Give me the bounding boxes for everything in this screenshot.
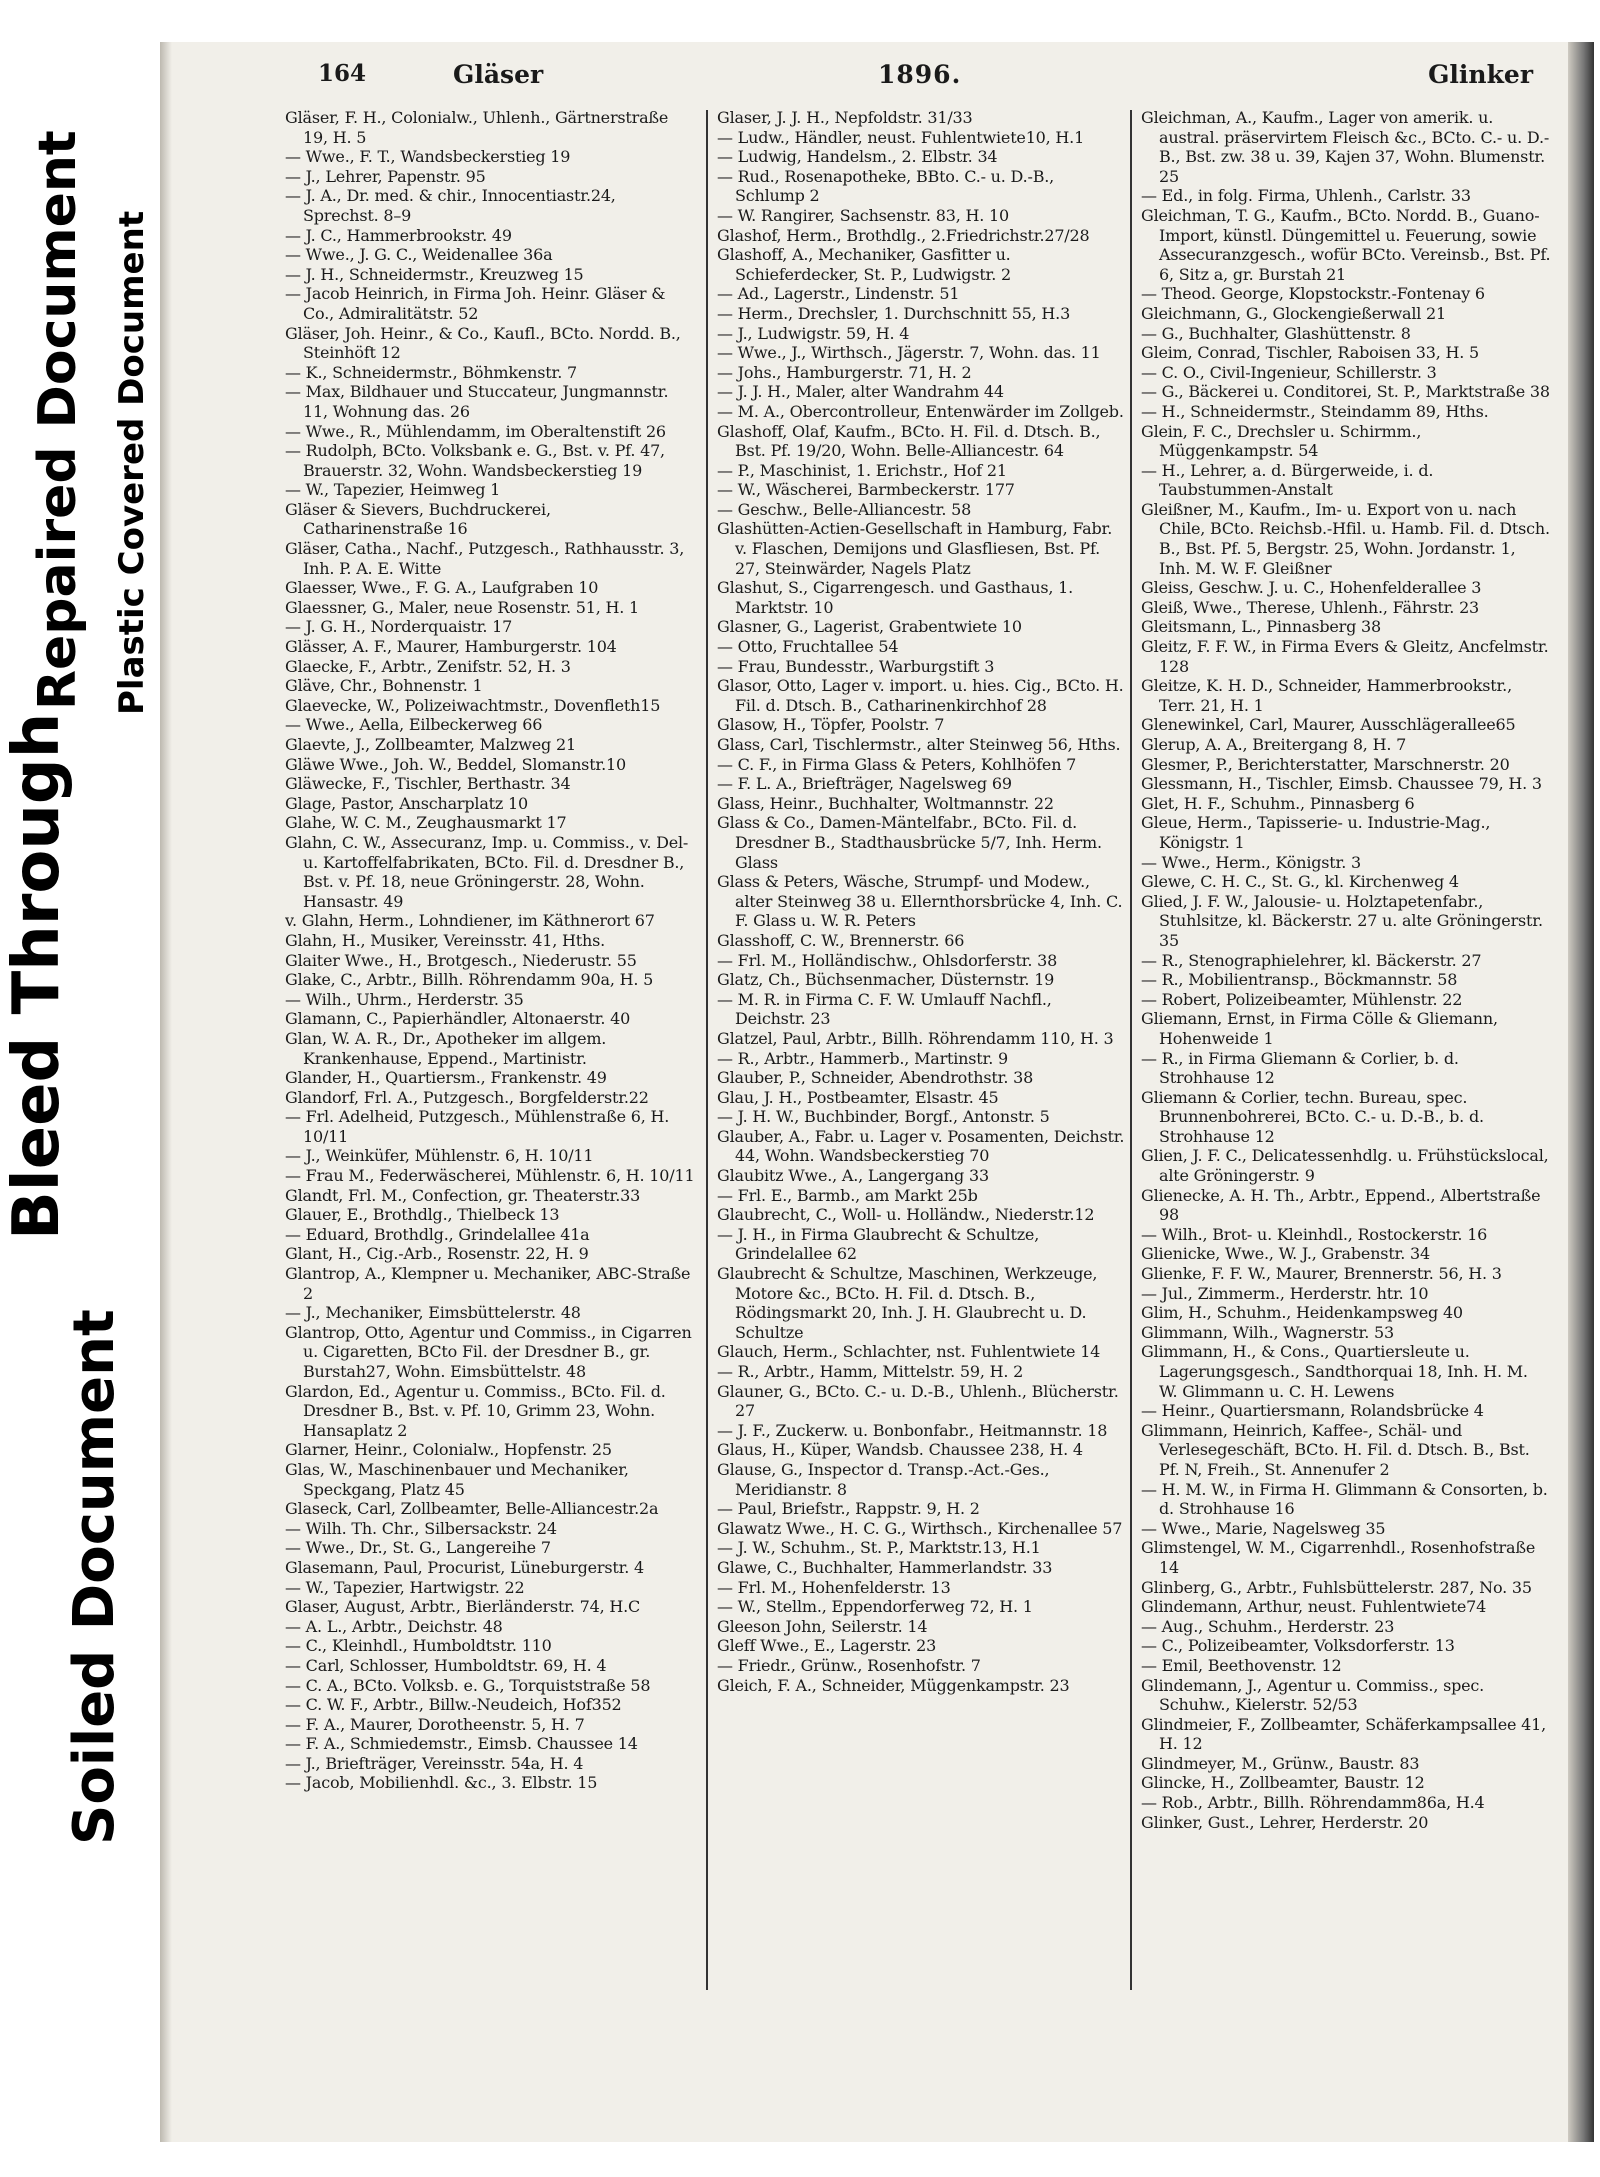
directory-entry: — Carl, Schlosser, Humboldtstr. 69, H. 4 (285, 1655, 607, 1675)
directory-entry: Glindmeier, F., Zollbeamter, Schäferkampsallee 41, H. 12 (1141, 1714, 1546, 1754)
directory-entry: Glasow, H., Töpfer, Poolstr. 7 (717, 715, 945, 735)
directory-entry: — Wwe., Herm., Königstr. 3 (1141, 852, 1361, 872)
directory-entry: Gliemann, Ernst, in Firma Cölle & Gliemann, Hohenweide 1 (1141, 1009, 1498, 1048)
directory-entry: — G., Bäckerei u. Conditorei, St. P., Marktstraße 38 (1141, 382, 1550, 402)
directory-entry: — M. R. in Firma C. F. W. Umlauff Nachfl., Deichstr. 23 (717, 989, 1052, 1029)
directory-entry: Gleeson John, Seilerstr. 14 (717, 1616, 928, 1636)
directory-entry: — R., Arbtr., Hammerb., Martinstr. 9 (717, 1048, 1008, 1068)
directory-entry: — Wilh., Uhrm., Herderstr. 35 (285, 989, 524, 1009)
directory-entry: — Ed., in folg. Firma, Uhlenh., Carlstr. 33 (1141, 186, 1471, 206)
directory-entry: — J. H., Schneidermstr., Kreuzweg 15 (285, 264, 584, 284)
directory-entry: Glaevte, J., Zollbeamter, Malzweg 21 (285, 735, 576, 754)
header-right-word: Glinker (1428, 60, 1533, 89)
directory-entry: — C. A., BCto. Volksb. e. G., Torquiststraße 58 (285, 1675, 651, 1695)
directory-entry: — Frau M., Federwäscherei, Mühlenstr. 6, H. 10/11 (285, 1166, 695, 1186)
directory-entry: — J. W., Schuhm., St. P., Marktstr.13, H.1 (717, 1538, 1041, 1558)
directory-entry: — Wwe., J. G. C., Weidenallee 36a (285, 245, 553, 265)
directory-entry: Gleim, Conrad, Tischler, Raboisen 33, H. 5 (1141, 343, 1479, 363)
directory-entry: Gleitz, F. F. W., in Firma Evers & Gleitz, Ancfelmstr. 128 (1141, 637, 1549, 676)
directory-entry: Glim, H., Schuhm., Heidenkampsweg 40 (1141, 1303, 1463, 1323)
directory-entry: Glindemann, J., Agentur u. Commiss., spec. Schuhw., Kielerstr. 52/53 (1141, 1675, 1485, 1715)
directory-entry: Gleichman, A., Kaufm., Lager von amerik. u. austral. präservirtem Fleisch &c., BCto. C.- u. D.-B., Bst. zw. 38 u. 39, Kajen 37, Wohn. Blumenstr. 25 (1141, 108, 1550, 186)
directory-entry: — C., Kleinhdl., Humboldtstr. 110 (285, 1636, 552, 1656)
directory-entry: — C. F., in Firma Glass & Peters, Kohlhöfen 7 (717, 754, 1077, 774)
directory-entry: — W., Stellm., Eppendorferweg 72, H. 1 (717, 1597, 1033, 1617)
directory-entry: — Jacob Heinrich, in Firma Joh. Heinr. Gläser & Co., Admiralitätstr. 52 (285, 284, 666, 323)
directory-entry: — Wwe., Marie, Nagelsweg 35 (1141, 1518, 1386, 1538)
directory-entry: Glardon, Ed., Agentur u. Commiss., BCto. Fil. d. Dresdner B., Bst. v. Pf. 10, Grimm 23, Wohn. Hansaplatz 2 (285, 1381, 666, 1440)
directory-entry: Glaubitz Wwe., A., Langergang 33 (717, 1166, 989, 1186)
directory-entry: Glahe, W. C. M., Zeughausmarkt 17 (285, 813, 567, 833)
column-2 (717, 108, 1127, 1988)
directory-entry: Gläve, Chr., Bohnenstr. 1 (285, 676, 483, 696)
header-left-word: Gläser (453, 60, 544, 89)
directory-entry: — Otto, Fruchtallee 54 (717, 637, 899, 657)
directory-entry: Glass & Co., Damen-Mäntelfabr., BCto. Fil. d. Dresdner B., Stadthausbrücke 5/7, Inh. Herm. Glass (717, 813, 1102, 872)
directory-entry: — A. L., Arbtr., Deichstr. 48 (285, 1616, 503, 1636)
directory-entry: — R., in Firma Gliemann & Corlier, b. d. Strohhause 12 (1141, 1048, 1459, 1088)
directory-entry: — W., Wäscherei, Barmbeckerstr. 177 (717, 480, 1015, 500)
directory-entry: Glesmer, P., Berichterstatter, Marschnerstr. 20 (1141, 754, 1510, 774)
directory-entry: — M. A., Obercontrolleur, Entenwärder im Zollgeb. (717, 401, 1124, 421)
directory-entry: Glenewinkel, Carl, Maurer, Ausschlägerallee65 (1141, 715, 1516, 735)
directory-entry: Glant, H., Cig.-Arb., Rosenstr. 22, H. 9 (285, 1244, 589, 1264)
directory-entry: — C. W. F., Arbtr., Billw.-Neudeich, Hof352 (285, 1695, 622, 1715)
directory-entry: Gleue, Herm., Tapisserie- u. Industrie-Mag., Königstr. 1 (1141, 813, 1491, 852)
directory-entry: — Frau, Bundesstr., Warburgstift 3 (717, 656, 995, 676)
directory-entry: Glatzel, Paul, Arbtr., Billh. Röhrendamm 110, H. 3 (717, 1028, 1114, 1048)
directory-entry: Glet, H. F., Schuhm., Pinnasberg 6 (1141, 793, 1415, 813)
directory-entry: — Theod. George, Klopstockstr.-Fontenay 6 (1141, 284, 1485, 304)
directory-entry: Glindmeyer, M., Grünw., Baustr. 83 (1141, 1753, 1420, 1773)
directory-entry: — W. Rangirer, Sachsenstr. 83, H. 10 (717, 205, 1009, 225)
directory-entry: Glause, G., Inspector d. Transp.-Act.-Ges., Meridianstr. 8 (717, 1459, 1050, 1499)
page-edge (1568, 42, 1594, 2142)
directory-entry: — C. O., Civil-Ingenieur, Schillerstr. 3 (1141, 362, 1437, 382)
directory-entry: — Rud., Rosenapotheke, BBto. C.- u. D.-B., Schlump 2 (717, 166, 1055, 206)
directory-entry: Glienecke, A. H. Th., Arbtr., Eppend., Albertstraße 98 (1141, 1185, 1541, 1225)
directory-entry: — J. J. H., Maler, alter Wandrahm 44 (717, 382, 1004, 402)
directory-entry: — Geschw., Belle-Alliancestr. 58 (717, 499, 972, 519)
directory-entry: — Wwe., Dr., St. G., Langereihe 7 (285, 1538, 551, 1558)
directory-entry: — Max, Bildhauer und Stuccateur, Jungmannstr. 11, Wohnung das. 26 (285, 382, 669, 421)
directory-entry: Glas, W., Maschinenbauer und Mechaniker, Speckgang, Platz 45 (285, 1459, 629, 1499)
directory-entry: Glimmann, H., & Cons., Quartiersleute u. Lagerungsgesch., Sandthorquai 18, Inh. H. M. W. Glimmann u. C. H. Lewens (1141, 1342, 1528, 1401)
directory-entry: Glahn, C. W., Assecuranz, Imp. u. Commiss., v. Del- u. Kartoffelfabrikaten, BCto. Fil. d. Dresdner B., Bst. v. Pf. 18, neue Gröningerstr. 28, Wohn. Hansastr. 49 (285, 832, 689, 911)
directory-entry: — Wilh. Th. Chr., Silbersackstr. 24 (285, 1518, 557, 1538)
soiled-document-label: Soiled Document (62, 1309, 127, 1845)
directory-entry: — H., Schneidermstr., Steindamm 89, Hths. (1141, 401, 1489, 421)
page-shadow (160, 42, 172, 2142)
directory-entry: Glander, H., Quartiersm., Frankenstr. 49 (285, 1068, 607, 1088)
directory-entry: Glied, J. F. W., Jalousie- u. Holztapetenfabr., Stuhlsitze, kl. Bäckerstr. 27 u. alte Gröningerstr. 35 (1141, 891, 1543, 950)
directory-entry: Glasor, Otto, Lager v. import. u. hies. Cig., BCto. H. Fil. d. Dtsch. B., Catharinenkirchhof 28 (717, 676, 1124, 715)
directory-entry: Glauber, P., Schneider, Abendrothstr. 38 (717, 1068, 1034, 1088)
directory-entry: — Frl. M., Holländischw., Ohlsdorferstr. 38 (717, 950, 1058, 970)
directory-entry: Gleichmann, G., Glockengießerwall 21 (1141, 303, 1447, 323)
directory-entry: Glauber, A., Fabr. u. Lager v. Posamenten, Deichstr. 44, Wohn. Wandsbeckerstieg 70 (717, 1126, 1125, 1166)
directory-entry: — Frl. M., Hohenfelderstr. 13 (717, 1577, 951, 1597)
directory-entry: Glaesser, Wwe., F. G. A., Laufgraben 10 (285, 578, 599, 598)
directory-entry: Glasner, G., Lagerist, Grabentwiete 10 (717, 617, 1022, 637)
directory-entry: — F. A., Maurer, Dorotheenstr. 5, H. 7 (285, 1714, 585, 1734)
directory-entry: Gläser & Sievers, Buchdruckerei, Catharinenstraße 16 (285, 499, 551, 539)
directory-entry: Glantrop, Otto, Agentur und Commiss., in Cigarren u. Cigaretten, BCto Fil. der Dresdner B., gr. Burstah27, Wohn. Eimsbüttelstr. 48 (285, 1322, 692, 1381)
directory-entry: — Robert, Polizeibeamter, Mühlenstr. 22 (1141, 989, 1463, 1009)
directory-entry: — Wwe., R., Mühlendamm, im Oberaltenstift 26 (285, 421, 666, 441)
directory-entry: — J., Ludwigstr. 59, H. 4 (717, 323, 910, 343)
directory-entry: Glinker, Gust., Lehrer, Herderstr. 20 (1141, 1812, 1429, 1832)
directory-entry: Glage, Pastor, Anscharplatz 10 (285, 793, 528, 813)
directory-entry: Glahn, H., Musiker, Vereinsstr. 41, Hths. (285, 930, 605, 950)
directory-entry: Gleiss, Geschw. J. u. C., Hohenfelderallee 3 (1141, 578, 1482, 598)
directory-entry: Glarner, Heinr., Colonialw., Hopfenstr. 25 (285, 1440, 612, 1460)
directory-entry: Glaessner, G., Maler, neue Rosenstr. 51, H. 1 (285, 597, 640, 617)
directory-entry: Glaiter Wwe., H., Brotgesch., Niederustr. 55 (285, 950, 637, 970)
directory-entry: Glaseck, Carl, Zollbeamter, Belle-Alliancestr.2a (285, 1499, 659, 1519)
column-3 (1141, 108, 1551, 1988)
directory-entry: Gläwecke, F., Tischler, Berthastr. 34 (285, 774, 571, 794)
directory-entry: Glauner, G., BCto. C.- u. D.-B., Uhlenh., Blücherstr. 27 (717, 1381, 1119, 1421)
directory-entry: — K., Schneidermstr., Böhmkenstr. 7 (285, 362, 577, 382)
directory-entry: Glaecke, F., Arbtr., Zenifstr. 52, H. 3 (285, 656, 571, 676)
directory-entry: — Ludw., Händler, neust. Fuhlentwiete10, H.1 (717, 127, 1085, 147)
directory-entry: — Rob., Arbtr., Billh. Röhrendamm86a, H.4 (1141, 1793, 1485, 1813)
directory-entry: Glass, Heinr., Buchhalter, Woltmannstr. 22 (717, 793, 1054, 813)
directory-entry: — J. G. H., Norderquaistr. 17 (285, 617, 513, 637)
directory-entry: Glaubrecht & Schultze, Maschinen, Werkzeuge, Motore &c., BCto. H. Fil. d. Dtsch. B., Rödingsmarkt 20, Inh. J. H. Glaubrecht u. D. Schultze (717, 1264, 1098, 1342)
directory-entry: — R., Stenographielehrer, kl. Bäckerstr. 27 (1141, 950, 1482, 970)
column-rule (706, 110, 708, 1990)
directory-entry: Glessmann, H., Tischler, Eimsb. Chaussee 79, H. 3 (1141, 774, 1542, 794)
directory-entry: Glienicke, Wwe., W. J., Grabenstr. 34 (1141, 1244, 1430, 1264)
directory-entry: Glashoff, A., Mechaniker, Gasfitter u. Schieferdecker, St. P., Ludwigstr. 2 (717, 245, 1012, 284)
directory-entry: Gläser, Catha., Nachf., Putzgesch., Rathhausstr. 3, Inh. P. A. E. Witte (285, 539, 685, 578)
directory-entry: Gleitsmann, L., Pinnasberg 38 (1141, 617, 1381, 637)
directory-entry: — H., Lehrer, a. d. Bürgerweide, i. d. Taubstummen-Anstalt (1141, 460, 1434, 500)
directory-entry: Glimmann, Heinrich, Kaffee-, Schäl- und Verlesegeschäft, BCto. H. Fil. d. Dtsch. B., Bst. Pf. N, Freih., St. Annenufer 2 (1141, 1420, 1530, 1479)
bleed-through-label: Bleed Through (0, 712, 74, 1240)
directory-entry: Gläser, F. H., Colonialw., Uhlenh., Gärtnerstraße 19, H. 5 (285, 108, 669, 147)
directory-entry: Gleichman, T. G., Kaufm., BCto. Nordd. B., Guano-Import, künstl. Düngemittel u. Feuerung, sowie Assecuranzgesch., wofür BCto. Vereinsb., Bst. Pf. 6, Sitz a, gr. Burstah 21 (1141, 205, 1551, 284)
directory-entry: — Paul, Briefstr., Rappstr. 9, H. 2 (717, 1499, 980, 1519)
directory-entry: — F. A., Schmiedemstr., Eimsb. Chaussee 14 (285, 1734, 638, 1754)
directory-entry: — Ad., Lagerstr., Lindenstr. 51 (717, 284, 960, 304)
directory-entry: — J., Mechaniker, Eimsbüttelerstr. 48 (285, 1303, 581, 1323)
directory-entry: — Herm., Drechsler, 1. Durchschnitt 55, H.3 (717, 303, 1071, 323)
directory-entry: — J., Lehrer, Papenstr. 95 (285, 166, 486, 186)
directory-entry: — Wwe., F. T., Wandsbeckerstieg 19 (285, 147, 571, 167)
directory-entry: Glandt, Frl. M., Confection, gr. Theaterstr.33 (285, 1185, 641, 1205)
directory-entry: — R., Arbtr., Hamm, Mittelstr. 59, H. 2 (717, 1362, 1024, 1381)
directory-entry: — P., Maschinist, 1. Erichstr., Hof 21 (717, 460, 1007, 480)
plastic-covered-label: Plastic Covered Document (112, 210, 152, 715)
directory-entry: Glauch, Herm., Schlachter, nst. Fuhlentwiete 14 (717, 1342, 1101, 1362)
directory-entry: Glincke, H., Zollbeamter, Baustr. 12 (1141, 1773, 1425, 1793)
directory-entry: Gleitze, K. H. D., Schneider, Hammerbrookstr., Terr. 21, H. 1 (1141, 676, 1512, 715)
directory-entry: Glien, J. F. C., Delicatessenhdlg. u. Frühstückslocal, alte Gröningerstr. 9 (1141, 1146, 1549, 1186)
directory-entry: Glimstengel, W. M., Cigarrenhdl., Rosenhofstraße 14 (1141, 1538, 1536, 1577)
directory-entry: Glatz, Ch., Büchsenmacher, Düsternstr. 19 (717, 970, 1055, 990)
directory-entry: Glaevecke, W., Polizeiwachtmstr., Dovenfleth15 (285, 695, 661, 715)
directory-entry: v. Glahn, Herm., Lohndiener, im Käthnerort 67 (285, 911, 655, 931)
directory-entry: Glerup, A. A., Breitergang 8, H. 7 (1141, 735, 1407, 754)
header-year: 1896. (878, 60, 962, 89)
directory-entry: Glake, C., Arbtr., Billh. Röhrendamm 90a, H. 5 (285, 970, 654, 990)
directory-entry: — Aug., Schuhm., Herderstr. 23 (1141, 1616, 1395, 1636)
directory-entry: Glashut, S., Cigarrengesch. und Gasthaus, 1. Marktstr. 10 (717, 578, 1073, 617)
directory-entry: Glawe, C., Buchhalter, Hammerlandstr. 33 (717, 1557, 1053, 1577)
directory-entry: — J., Briefträger, Vereinsstr. 54a, H. 4 (285, 1753, 584, 1773)
directory-entry: — W., Tapezier, Heimweg 1 (285, 480, 501, 500)
directory-entry: Glaus, H., Küper, Wandsb. Chaussee 238, H. 4 (717, 1440, 1083, 1460)
directory-entry: Glasshoff, C. W., Brennerstr. 66 (717, 930, 965, 950)
directory-entry: — J. A., Dr. med. & chir., Innocentiastr.24, Sprechst. 8–9 (285, 186, 616, 225)
directory-entry: Glindemann, Arthur, neust. Fuhlentwiete74 (1141, 1597, 1487, 1617)
directory-entry: Glashütten-Actien-Gesellschaft in Hamburg, Fabr. v. Flaschen, Demijons und Glasfliesen, Bst. Pf. 27, Steinwärder, Nagels Platz (717, 519, 1113, 578)
directory-entry: Glauer, E., Brothdlg., Thielbeck 13 (285, 1205, 560, 1225)
directory-entry: — Frl. Adelheid, Putzgesch., Mühlenstraße 6, H. 10/11 (285, 1107, 670, 1146)
directory-entry: Gläser, Joh. Heinr., & Co., Kaufl., BCto. Nordd. B., Steinhöft 12 (285, 323, 681, 363)
page-header (318, 60, 1533, 100)
directory-entry: — Jacob, Mobilienhdl. &c., 3. Elbstr. 15 (285, 1773, 598, 1793)
directory-entry: — J. C., Hammerbrookstr. 49 (285, 225, 512, 245)
directory-entry: Glamann, C., Papierhändler, Altonaerstr. 40 (285, 1009, 631, 1029)
directory-entry: — Ludwig, Handelsm., 2. Elbstr. 34 (717, 147, 998, 167)
directory-entry: Glewe, C. H. C., St. G., kl. Kirchenweg 4 (1141, 872, 1459, 892)
directory-entry: Glawatz Wwe., H. C. G., Wirthsch., Kirchenallee 57 (717, 1518, 1123, 1538)
directory-entry: Glandorf, Frl. A., Putzgesch., Borgfelderstr.22 (285, 1087, 649, 1107)
directory-entry: — Johs., Hamburgerstr. 71, H. 2 (717, 362, 972, 382)
directory-entry: — Eduard, Brothdlg., Grindelallee 41a (285, 1224, 590, 1244)
directory-entry: — Wwe., J., Wirthsch., Jägerstr. 7, Wohn. das. 11 (717, 343, 1101, 363)
directory-entry: — R., Mobilientransp., Böckmannstr. 58 (1141, 970, 1458, 990)
directory-entry: — Emil, Beethovenstr. 12 (1141, 1655, 1342, 1675)
directory-entry: Glässer, A. F., Maurer, Hamburgerstr. 104 (285, 637, 617, 657)
directory-entry: — J. H., in Firma Glaubrecht & Schultze, Grindelallee 62 (717, 1224, 1040, 1264)
directory-entry: Glass, Carl, Tischlermstr., alter Steinweg 56, Hths. (717, 735, 1121, 754)
directory-entry: Glau, J. H., Postbeamter, Elsastr. 45 (717, 1087, 999, 1107)
directory-entry: Glashoff, Olaf, Kaufm., BCto. H. Fil. d. Dtsch. B., Bst. Pf. 19/20, Wohn. Belle-Alliancestr. 64 (717, 421, 1101, 461)
directory-entry: Glaser, August, Arbtr., Bierländerstr. 74, H.C (285, 1597, 641, 1617)
column-rule (1130, 110, 1132, 1990)
directory-entry: Gleich, F. A., Schneider, Müggenkampstr. 23 (717, 1675, 1070, 1695)
directory-entry: — J., Weinküfer, Mühlenstr. 6, H. 10/11 (285, 1146, 594, 1166)
repaired-document-label: Repaired Document (28, 130, 88, 710)
page-number: 164 (318, 60, 367, 87)
directory-entry: — H. M. W., in Firma H. Glimmann & Consorten, b. d. Strohhause 16 (1141, 1479, 1548, 1519)
directory-entry: — Wwe., Aella, Eilbeckerweg 66 (285, 715, 543, 735)
directory-entry: Glan, W. A. R., Dr., Apotheker im allgem. Krankenhause, Eppend., Martinistr. (285, 1028, 607, 1068)
column-1 (285, 108, 695, 1988)
directory-entry: Glaubrecht, C., Woll- u. Holländw., Niederstr.12 (717, 1205, 1095, 1225)
directory-entry: Glaser, J. J. H., Nepfoldstr. 31/33 (717, 108, 973, 127)
directory-entry: Glimmann, Wilh., Wagnerstr. 53 (1141, 1322, 1394, 1342)
directory-entry: Gleff Wwe., E., Lagerstr. 23 (717, 1636, 937, 1656)
directory-entry: Gleißner, M., Kaufm., Im- u. Export von u. nach Chile, BCto. Reichsb.-Hfil. u. Hamb. Fil. d. Dtsch. B., Bst. Pf. 5, Bergstr. 25, Wohn. Jordanstr. 1, Inh. M. W. F. Gleißner (1141, 499, 1550, 578)
directory-entry: Glashof, Herm., Brothdlg., 2.Friedrichstr.27/28 (717, 225, 1090, 245)
directory-entry: — F. L. A., Briefträger, Nagelsweg 69 (717, 774, 1012, 794)
directory-entry: Glass & Peters, Wäsche, Strumpf- und Modew., alter Steinweg 38 u. Ellernthorsbrücke 4, Inh. C. F. Glass u. W. R. Peters (717, 872, 1123, 931)
directory-entry: — Jul., Zimmerm., Herderstr. htr. 10 (1141, 1283, 1429, 1303)
directory-entry: — Heinr., Quartiersmann, Rolandsbrücke 4 (1141, 1401, 1484, 1421)
directory-entry: — J. H. W., Buchbinder, Borgf., Antonstr. 5 (717, 1107, 1050, 1127)
directory-entry: — Friedr., Grünw., Rosenhofstr. 7 (717, 1655, 981, 1675)
directory-entry: — Frl. E., Barmb., am Markt 25b (717, 1185, 978, 1205)
directory-entry: — G., Buchhalter, Glashüttenstr. 8 (1141, 323, 1411, 343)
directory-entry: Gleiß, Wwe., Therese, Uhlenh., Fährstr. 23 (1141, 597, 1480, 617)
directory-entry: — C., Polizeibeamter, Volksdorferstr. 13 (1141, 1636, 1455, 1656)
directory-entry: Glinberg, G., Arbtr., Fuhlsbüttelerstr. 287, No. 35 (1141, 1577, 1532, 1597)
directory-entry: Glienke, F. F. W., Maurer, Brennerstr. 56, H. 3 (1141, 1264, 1502, 1284)
directory-entry: Glantrop, A., Klempner u. Mechaniker, ABC-Straße 2 (285, 1264, 691, 1303)
directory-entry: — Wilh., Brot- u. Kleinhdl., Rostockerstr. 16 (1141, 1224, 1488, 1244)
directory-entry: — W., Tapezier, Hartwigstr. 22 (285, 1577, 525, 1597)
directory-entry: Gliemann & Corlier, techn. Bureau, spec. Brunnenbohrerei, BCto. C.- u. D.-B., b. d. Strohhause 12 (1141, 1087, 1484, 1146)
directory-entry: Gläwe Wwe., Joh. W., Beddel, Slomanstr.10 (285, 754, 626, 774)
directory-entry: — Rudolph, BCto. Volksbank e. G., Bst. v. Pf. 47, Brauerstr. 32, Wohn. Wandsbeckerstieg 19 (285, 441, 665, 480)
directory-entry: Glein, F. C., Drechsler u. Schirmm., Müggenkampstr. 54 (1141, 421, 1422, 461)
directory-entry: Glasemann, Paul, Procurist, Lüneburgerstr. 4 (285, 1557, 645, 1577)
directory-entry: — J. F., Zuckerw. u. Bonbonfabr., Heitmannstr. 18 (717, 1420, 1108, 1440)
